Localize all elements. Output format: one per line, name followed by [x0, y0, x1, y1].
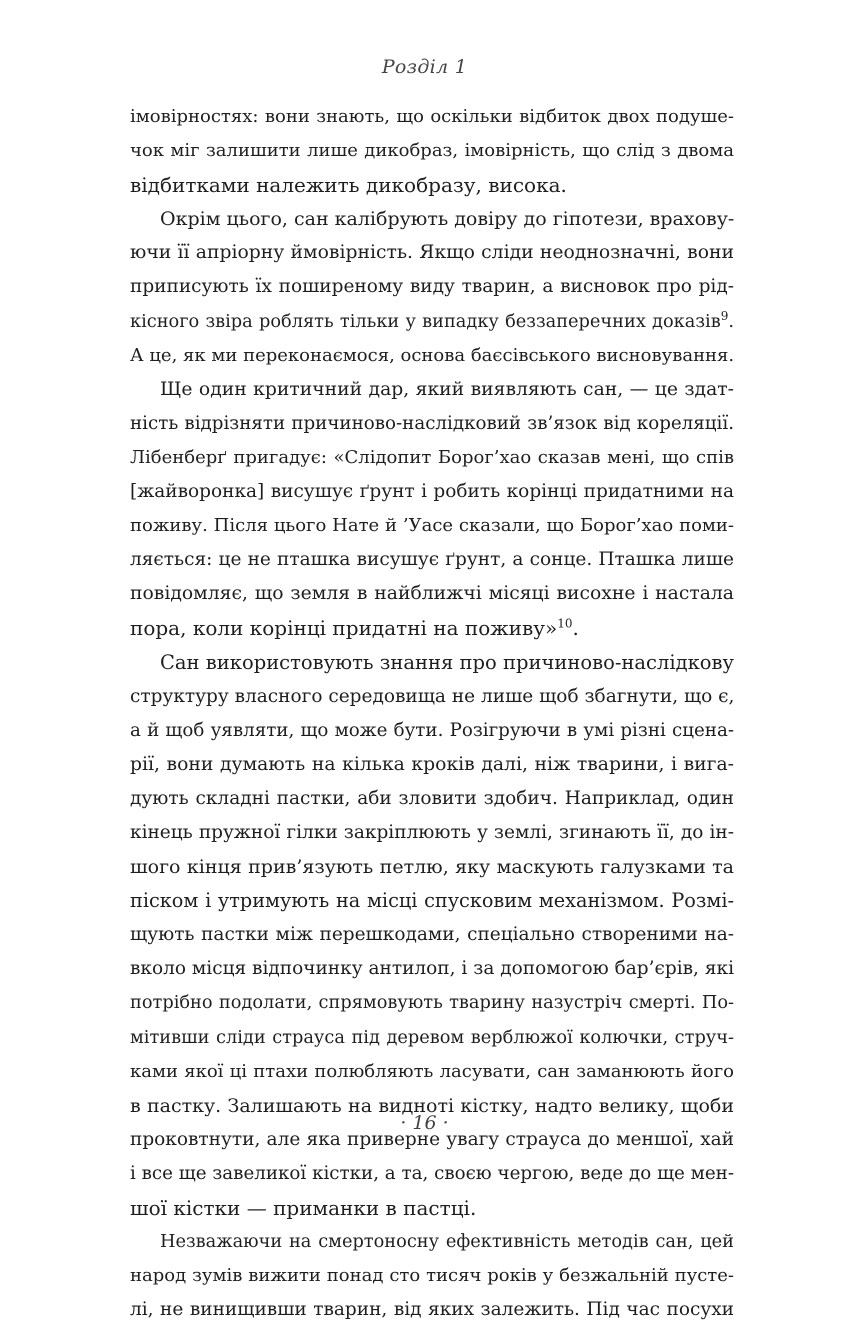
text-line: мітивши сліди страуса під деревом верблюжої колючки, струч-: [130, 1027, 734, 1048]
page-number: · 16 ·: [400, 1112, 449, 1134]
text-line: потрібно подолати, спрямовують тварину назустріч смерті. По-: [130, 993, 734, 1014]
text-line: кінець пружної гілки закріплюють у землі, згинають її, до ін-: [130, 821, 734, 843]
text-line: А це, як ми переконаємося, основа баєсівського висновування.: [130, 344, 735, 366]
body-text: [130, 100, 734, 1327]
text-line: Ще один критичний дар, який виявляють сан, — це здат-: [160, 378, 734, 400]
footnote-ref: 10: [557, 616, 573, 631]
text-line: в пастку. Залишають на видноті кістку, надто велику, щоби: [130, 1094, 734, 1117]
text-line: ність відрізняти причиново-наслідковий зв’язок від кореляції.: [130, 412, 734, 434]
text-line: Сан використовують знання про причиново-наслідкову: [160, 650, 734, 674]
text-line: Окрім цього, сан калібрують довіру до гіпотези, врахову-: [160, 208, 735, 231]
text-line: ючи її апріорну ймовірність. Якщо сліди неоднозначні, вони: [130, 242, 734, 264]
text-line: вколо місця відпочинку антилоп, і за допомогою бар’єрів, які: [130, 958, 734, 980]
text-line: повідомляє, що земля в найближчі місяці висохне і настала: [130, 583, 734, 605]
text-line: чок міг залишити лише дикобраз, імовірність, що слід з двома: [130, 140, 734, 162]
text-line: ляється: це не пташка висушує ґрунт, а сонце. Пташка лише: [130, 549, 734, 571]
text-line: структуру власного середовища не лише щоб збагнути, що є,: [130, 685, 735, 707]
text-line: кісного звіра роблять тільки у випадку беззаперечних доказів$^9$.: [130, 308, 734, 332]
text-line: шого кінця прив’язують петлю, яку маскують галузками та: [130, 856, 734, 879]
text-line: рії, вони думають на кілька кроків далі, ніж тварини, і вига-: [130, 753, 734, 775]
text-line: імовірностях: вони знають, що оскільки відбиток двох подуше-: [130, 106, 734, 127]
text-line: пора, коли корінці придатні на поживу»$^{10}$.: [130, 616, 579, 641]
text-line: і все ще завеликої кістки, а та, своєю чергою, веде до ще мен-: [130, 1162, 734, 1184]
text-line: відбитками належить дикобразу, висока.: [130, 173, 567, 198]
text-line: піском і утримують на місці спусковим механізмом. Розмі-: [130, 889, 734, 913]
text-line: Незважаючи на смертоносну ефективність методів сан, цей: [160, 1232, 734, 1253]
text-line: а й щоб уявляти, що може бути. Розігруючи в умі різні сцена-: [130, 719, 734, 741]
footnote-ref: 9: [720, 308, 729, 323]
text-line: народ зумів вижити понад сто тисяч років у безжальній пусте-: [130, 1265, 734, 1287]
running-head: Розділ 1: [381, 56, 468, 78]
text-line: шої кістки — приманки в пастці.: [130, 1196, 477, 1220]
text-line: щують пастки між перешкодами, спеціально створеними на-: [130, 924, 734, 946]
text-line: проковтнути, але яка приверне увагу страуса до меншої, хай: [130, 1128, 734, 1150]
text-line: поживу. Після цього Нате й ’Уасе сказали, що Борог’хао поми-: [130, 515, 734, 537]
text-line: дують складні пастки, аби зловити здобич. Наприклад, один: [130, 787, 734, 809]
text-line: лі, не винищивши тварин, від яких залежить. Під час посухи: [130, 1299, 734, 1321]
text-line: приписують їх поширеному виду тварин, а висновок про рід-: [130, 276, 734, 298]
text-line: Лібенберґ пригадує: «Слідопит Борог’хао сказав мені, що спів: [130, 446, 734, 468]
text-line: [жайворонка] висушує ґрунт і робить корінці придатними на: [130, 481, 734, 503]
text-line: ками якої ці птахи полюбляють ласувати, сан заманюють його: [130, 1060, 734, 1082]
